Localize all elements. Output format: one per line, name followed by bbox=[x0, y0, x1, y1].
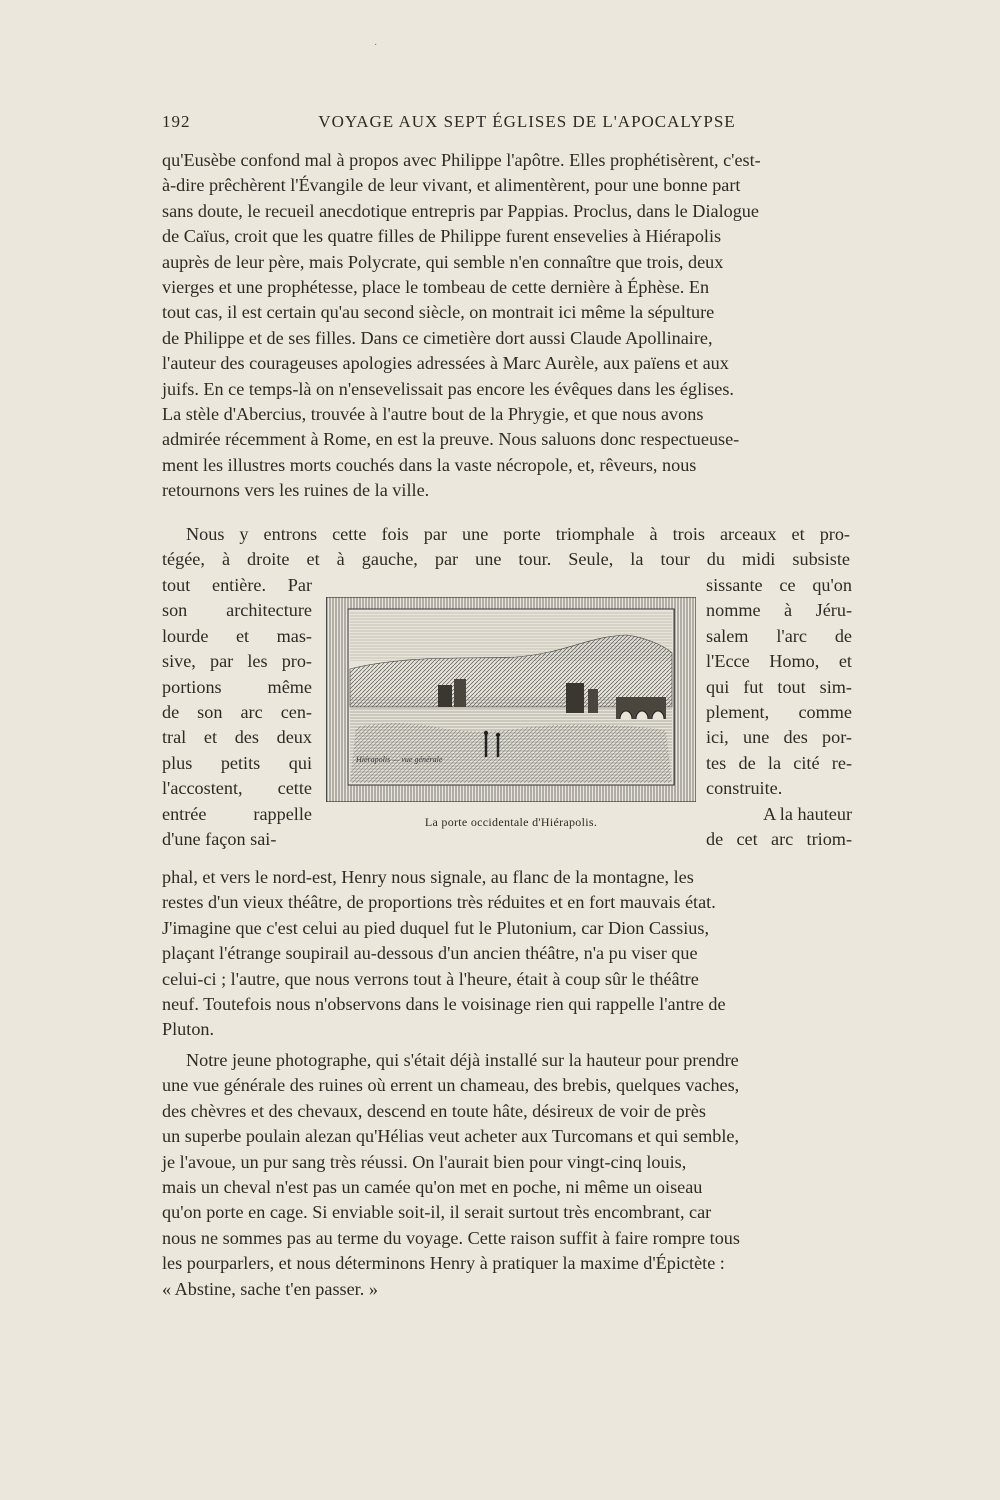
text-line: je l'avoue, un pur sang très réussi. On l'aurait bien pour vingt-cinq louis, bbox=[162, 1151, 687, 1172]
text-line: l'auteur des courageuses apologies adressées à Marc Aurèle, aux païens et aux bbox=[162, 353, 729, 374]
text-line: admirée récemment à Rome, en est la preuve. Nous saluons donc respectueuse- bbox=[162, 429, 740, 450]
text-line: Notre jeune photographe, qui s'était déjà installé sur la hauteur pour prendre bbox=[186, 1050, 739, 1070]
text-line: une vue générale des ruines où errent un chameau, des brebis, quelques vaches, bbox=[162, 1075, 740, 1096]
text-line: auprès de leur père, mais Polycrate, qui semble n'en connaître que trois, deux bbox=[162, 251, 724, 272]
text-line: vierges et une prophétesse, place le tombeau de cette dernière à Éphèse. En bbox=[162, 277, 710, 298]
text-line: plement, comme bbox=[706, 702, 852, 723]
text-line: portions même bbox=[162, 676, 312, 697]
text-line: phal, et vers le nord-est, Henry nous signale, au flanc de la montagne, les bbox=[162, 867, 694, 887]
paragraph-2-start bbox=[162, 522, 850, 573]
text-line: ment les illustres morts couchés dans la vaste nécropole, et, rêveurs, nous bbox=[162, 454, 697, 475]
paragraph-2-end bbox=[162, 865, 850, 1043]
text-line: un superbe poulain alezan qu'Hélias veut acheter aux Turcomans et qui semble, bbox=[162, 1126, 740, 1147]
text-line: sans doute, le recueil anecdotique entrepris par Pappias. Proclus, dans le Dialogue bbox=[162, 200, 759, 221]
text-line: J'imagine que c'est celui au pied duquel fut le Plutonium, car Dion Cassius, bbox=[162, 917, 710, 938]
text-line: plus petits qui bbox=[162, 752, 312, 773]
text-line: à-dire prêchèrent l'Évangile de leur vivant, et alimentèrent, pour une bonne part bbox=[162, 175, 741, 196]
left-column bbox=[162, 573, 312, 852]
text-line: l'Ecce Homo, et bbox=[706, 651, 852, 672]
text-line: ici, une des por- bbox=[706, 727, 852, 748]
text-line: tes de la cité re- bbox=[706, 752, 852, 773]
text-line: « Abstine, sache t'en passer. » bbox=[162, 1278, 378, 1299]
page-header bbox=[162, 112, 852, 142]
right-column bbox=[706, 573, 852, 852]
text-line: l'accostent, cette bbox=[162, 778, 312, 799]
text-line: d'une façon sai- bbox=[162, 829, 277, 850]
text-line: entrée rappelle bbox=[162, 803, 312, 824]
text-line: sissante ce qu'on bbox=[706, 575, 852, 595]
text-line: A la hauteur bbox=[763, 803, 852, 824]
text-line: sive, par les pro- bbox=[162, 651, 312, 672]
page-number: 192 bbox=[162, 112, 191, 131]
page-blemish: · bbox=[374, 40, 378, 51]
text-line: tout cas, il est certain qu'au second siècle, on montrait ici même la sépulture bbox=[162, 302, 715, 323]
text-line: Nous y entrons cette fois par une porte triomphale à trois arceaux et pro- bbox=[186, 524, 850, 544]
text-line: construite. bbox=[706, 778, 783, 799]
text-line: salem l'arc de bbox=[706, 625, 852, 646]
text-line: tégée, à droite et à gauche, par une tour. Seule, la tour du midi subsiste bbox=[162, 549, 850, 570]
text-line: qu'on porte en cage. Si enviable soit-il, il serait surtout très encombrant, car bbox=[162, 1202, 712, 1223]
text-line: plaçant l'étrange soupirail au-dessous d'un ancien théâtre, n'a pu viser que bbox=[162, 943, 698, 964]
engraving-illustration bbox=[326, 597, 696, 802]
engraving-inset-label: Hiérapolis — vue générale bbox=[356, 755, 443, 764]
running-title: VOYAGE AUX SEPT ÉGLISES DE L'APOCALYPSE bbox=[318, 112, 736, 131]
figure-caption: La porte occidentale d'Hiérapolis. bbox=[424, 815, 598, 829]
text-line: de Caïus, croit que les quatre filles de Philippe furent ensevelies à Hiérapolis bbox=[162, 226, 722, 247]
text-line: nomme à Jéru- bbox=[706, 600, 852, 621]
text-line: les pourparlers, et nous déterminons Henry à pratiquer la maxime d'Épictète : bbox=[162, 1253, 725, 1274]
text-line: Pluton. bbox=[162, 1019, 215, 1040]
engraving-svg bbox=[326, 597, 696, 802]
text-line: nous ne sommes pas au terme du voyage. Cette raison suffit à faire rompre tous bbox=[162, 1227, 740, 1248]
text-line: de son arc cen- bbox=[162, 702, 312, 723]
text-line: juifs. En ce temps-là on n'ensevelissait pas encore les évêques dans les églises. bbox=[162, 378, 734, 399]
text-line: La stèle d'Abercius, trouvée à l'autre bout de la Phrygie, et que nous avons bbox=[162, 404, 704, 425]
text-line: mais un cheval n'est pas un camée qu'on met en poche, ni même un oiseau bbox=[162, 1177, 703, 1198]
text-line: de cet arc triom- bbox=[706, 829, 852, 850]
text-line: restes d'un vieux théâtre, de proportions très réduites et en fort mauvais état. bbox=[162, 892, 716, 913]
text-line: neuf. Toutefois nous n'observons dans le voisinage rien qui rappelle l'antre de bbox=[162, 994, 726, 1015]
text-line: qu'Eusèbe confond mal à propos avec Philippe l'apôtre. Elles prophétisèrent, c'est- bbox=[162, 150, 761, 170]
text-line: celui-ci ; l'autre, que nous verrons tout à l'heure, était à coup sûr le théâtre bbox=[162, 968, 699, 989]
text-line: qui fut tout sim- bbox=[706, 676, 852, 697]
paragraph-1 bbox=[162, 148, 850, 504]
text-line: son architecture bbox=[162, 600, 312, 621]
text-line: des chèvres et des chevaux, descend en toute hâte, désireux de voir de près bbox=[162, 1100, 706, 1121]
paragraph-3 bbox=[162, 1048, 850, 1302]
text-line: lourde et mas- bbox=[162, 625, 312, 646]
text-line: tral et des deux bbox=[162, 727, 312, 748]
text-line: tout entière. Par bbox=[162, 575, 312, 595]
text-line: de Philippe et de ses filles. Dans ce cimetière dort aussi Claude Apollinaire, bbox=[162, 327, 713, 348]
text-line: retournons vers les ruines de la ville. bbox=[162, 480, 430, 501]
